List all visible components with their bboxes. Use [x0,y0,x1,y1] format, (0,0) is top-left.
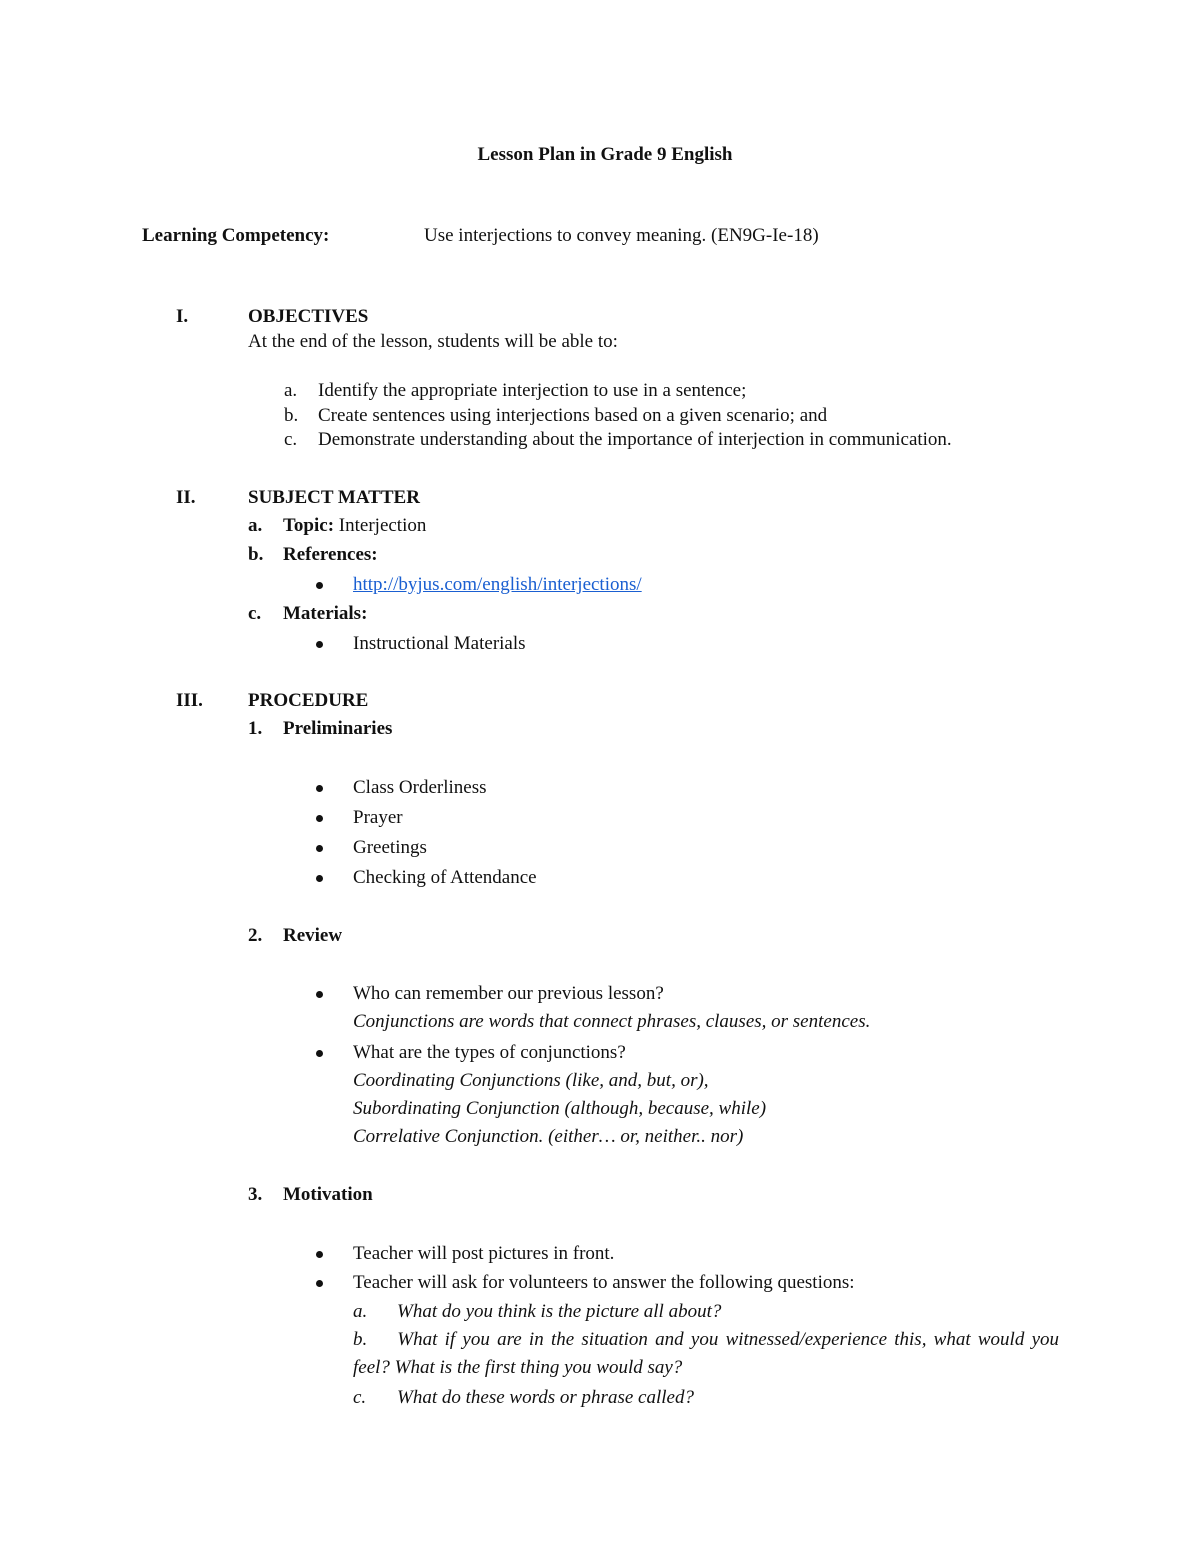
references-label: References: [283,544,378,565]
preliminaries-marker: 1. [248,718,263,739]
review-question: What are the types of conjunctions? [353,1042,626,1063]
question-marker: b. [353,1329,368,1350]
preliminaries-heading: Preliminaries [283,718,393,739]
list-item: Greetings [353,837,427,858]
reference-link[interactable]: http://byjus.com/english/interjections/ [353,574,642,595]
topic-label: Topic: [283,515,335,536]
objective-item: Demonstrate understanding about the importance of interjection in communication. [318,429,952,450]
procedure-numeral: III. [176,690,203,711]
bullet-icon [316,875,323,882]
motivation-marker: 3. [248,1184,263,1205]
topic-value: Interjection [338,515,427,536]
bullet-icon [316,845,323,852]
list-item: Prayer [353,807,403,828]
material-item: Instructional Materials [353,633,526,654]
motivation-item: Teacher will ask for volunteers to answer the following questions: [353,1272,855,1293]
bullet-icon [316,582,323,589]
bullet-icon [316,1050,323,1057]
objective-item: Create sentences using interjections based on a given scenario; and [318,405,828,426]
topic-line [283,516,426,535]
competency-value: Use interjections to convey meaning. (EN9G-Ie-18) [424,225,819,246]
question-text: What do these words or phrase called? [397,1387,694,1408]
materials-marker: c. [248,603,262,624]
subject-heading: SUBJECT MATTER [248,487,420,508]
bullet-icon [316,641,323,648]
question-text: What do you think is the picture all about? [397,1301,722,1322]
bullet-icon [316,991,323,998]
review-question: Who can remember our previous lesson? [353,983,664,1004]
document-title: Lesson Plan in Grade 9 English [477,144,733,165]
competency-label: Learning Competency: [142,225,330,246]
list-item: Checking of Attendance [353,867,537,888]
bullet-icon [316,815,323,822]
objectives-heading: OBJECTIVES [248,306,369,327]
question-marker: a. [353,1301,368,1322]
review-answer: Correlative Conjunction. (either… or, neither.. nor) [353,1126,744,1147]
question-text: What if you are in the situation and you witnessed/experience this, what would you feel? What is the first thing you would say? [353,1329,1059,1378]
question-marker: c. [353,1387,367,1408]
objective-marker: c. [284,429,298,450]
review-heading: Review [283,925,343,946]
materials-label: Materials: [283,603,368,624]
objective-marker: b. [284,405,299,426]
bullet-icon [316,1280,323,1287]
bullet-icon [316,785,323,792]
subject-numeral: II. [176,487,196,508]
objectives-intro: At the end of the lesson, students will be able to: [248,331,618,352]
references-marker: b. [248,544,264,565]
review-answer: Conjunctions are words that connect phrases, clauses, or sentences. [353,1011,871,1032]
review-answer: Coordinating Conjunctions (like, and, but, or), [353,1070,709,1091]
list-item: Class Orderliness [353,777,487,798]
objective-marker: a. [284,380,298,401]
procedure-heading: PROCEDURE [248,690,369,711]
review-answer: Subordinating Conjunction (although, because, while) [353,1098,767,1119]
objective-item: Identify the appropriate interjection to use in a sentence; [318,380,747,401]
topic-marker: a. [248,515,263,536]
review-marker: 2. [248,925,263,946]
bullet-icon [316,1251,323,1258]
question-paragraph [353,1326,1059,1382]
motivation-item: Teacher will post pictures in front. [353,1243,615,1264]
objectives-numeral: I. [176,306,189,327]
motivation-heading: Motivation [283,1184,373,1205]
